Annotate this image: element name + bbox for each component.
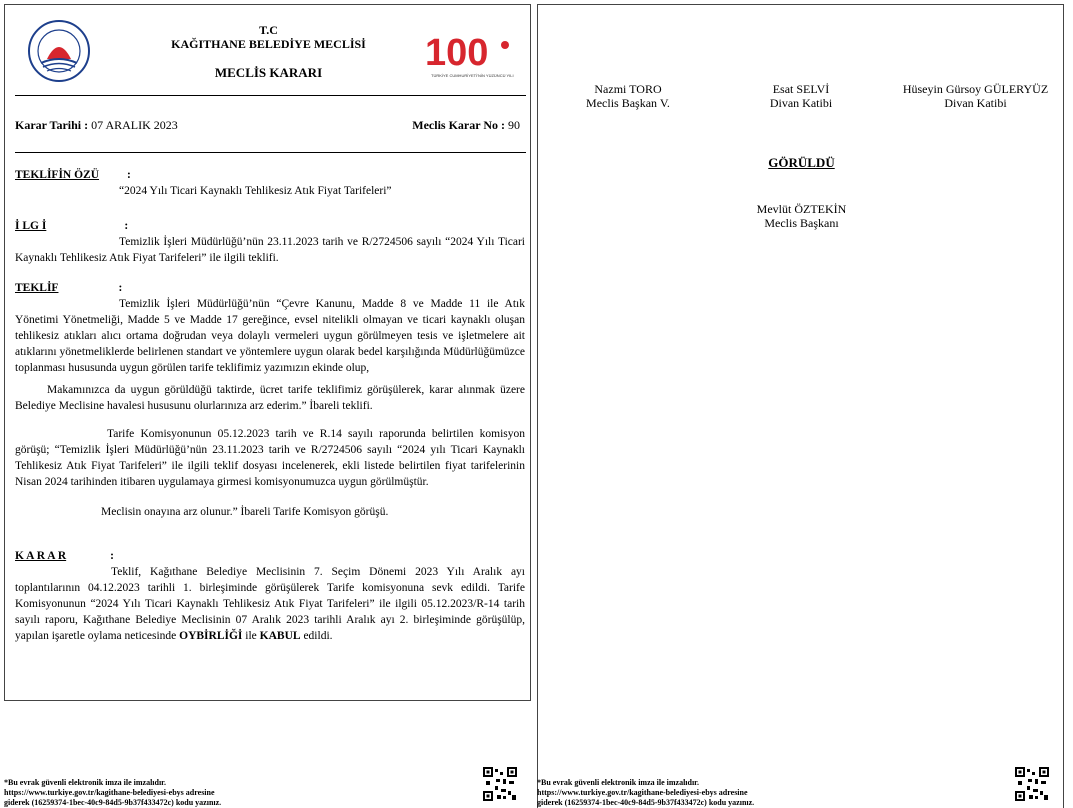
decision-number-label: Meclis Karar No :	[412, 118, 505, 132]
esign-footer-line3: giderek (16259374-1bec-40c9-84d5-9b37f433472c) kodu yazınız.	[4, 798, 222, 807]
unanimous-text: OYBİRLİĞİ	[179, 630, 243, 642]
council-president-signature	[538, 202, 1065, 230]
proposal-label: TEKLİF	[15, 282, 59, 294]
proposal-paragraph-2: Makamınızca da uygun görüldüğü taktirde, ücret tarife teklifimiz görüşülerek, karar alınmak üzere Belediye Meclisine havalesi hususunu olurlarınıza arz ederim.” İbareli teklifi.	[15, 384, 525, 412]
signature-2	[741, 82, 861, 110]
signature-title: Divan Katibi	[769, 96, 833, 110]
header-doc-type: MECLİS KARARI	[214, 65, 323, 80]
centennial-caption: TÜRKİYE CUMHURİYETİ'NİN YÜZÜNCÜ YILI	[431, 73, 514, 78]
commission-closing: Meclisin onayına arz olunur.” İbareli Tarife Komisyon görüşü.	[101, 506, 389, 518]
section-summary	[15, 167, 525, 199]
proposal-colon: :	[118, 282, 123, 294]
star-icon	[501, 41, 509, 49]
decision-label: K A R A R	[15, 550, 67, 562]
section-decision	[15, 548, 525, 644]
esign-footer-line1: *Bu evrak güvenli elektronik imza ile imzalıdır.	[4, 778, 166, 787]
section-proposal	[15, 280, 525, 520]
signature-name: Hüseyin Gürsoy GÜLERYÜZ	[902, 82, 1049, 96]
reference-label: İ LG İ	[15, 220, 47, 232]
signature-name: Nazmi TORO	[594, 82, 662, 96]
signature-title: Meclis Başkan V.	[586, 96, 670, 110]
esign-footer-1	[4, 778, 221, 808]
president-title: Meclis Başkanı	[764, 216, 839, 230]
president-name: Mevlüt ÖZTEKİN	[756, 202, 847, 216]
esign-footer-line2: https://www.turkiye.gov.tr/kagithane-belediyesi-ebys adresine	[4, 788, 215, 797]
divider-top	[15, 95, 526, 96]
decision-number-value: 90	[508, 118, 520, 132]
reference-text: Temizlik İşleri Müdürlüğü’nün 23.11.2023 tarih ve R/2724506 sayılı “2024 Yılı Ticari Kaynaklı Tehlikesiz Atık Fiyat Tarifeleri” ile ilgili teklifi.	[15, 236, 525, 264]
reference-colon: :	[124, 220, 129, 232]
section-reference	[15, 218, 525, 266]
decision-date-label: Karar Tarihi :	[15, 118, 89, 132]
signature-title: Divan Katibi	[944, 96, 1007, 110]
decision-number	[412, 118, 520, 133]
header-tc: T.C	[259, 23, 278, 37]
seen-heading: GÖRÜLDÜ	[768, 155, 835, 170]
decision-colon: :	[110, 550, 114, 562]
qr-code-icon	[1015, 767, 1049, 801]
commission-opinion: Tarife Komisyonunun 05.12.2023 tarih ve R.14 sayılı raporunda belirtilen komisyon görüşü; “Temizlik İşleri Müdürlüğü’nün 23.11.2023 tarih ve R/2724506 sayılı “2024 yılı Ticari Kaynaklı Tehlikesiz Atık Fiyat Tarifeleri” ile ilgili teklif dosyası incelenerek, ekli listede belirtilen fiyat tarifelerinin Nisan 2024 tarihinden itibaren uygulamaya girmesi komisyonumuzca uygun görülmüştür.	[15, 428, 525, 488]
signature-1	[568, 82, 688, 110]
divider-meta	[15, 152, 526, 153]
esign-footer-line3: giderek (16259374-1bec-40c9-84d5-9b37f433472c) kodu yazınız.	[537, 798, 755, 807]
accepted-text: KABUL	[259, 630, 301, 642]
signature-3	[893, 82, 1058, 110]
document-page-1	[4, 4, 531, 701]
summary-colon: :	[127, 169, 131, 181]
signature-name: Esat SELVİ	[772, 82, 830, 96]
decision-text: Teklif, Kağıthane Belediye Meclisinin 7. Seçim Dönemi 2023 Yılı Aralık ayı toplantılarının 04.12.2023 tarihli 1. birleşiminde görüşülerek Tarife komisyonuna sevk edildi. Tarife Komisyonunun “2024 Yılı Ticari Kaynaklı Tehlikesiz Atık Fiyat Tarifeleri” ile ilgili 05.12.2023/R-14 tarih sayılı raporu, Kağıthane Belediye Meclisinin 07 Aralık 2023 tarihli Aralık ayı 2. birleşiminde görüşülüp, yapılan işaretle oylama neticesinde OYBİRLİĞİ ile KABUL edildi.	[15, 566, 525, 642]
decision-date-value: 07 ARALIK 2023	[91, 118, 178, 132]
header-council: KAĞITHANE BELEDİYE MECLİSİ	[171, 37, 366, 51]
esign-footer-line1: *Bu evrak güvenli elektronik imza ile imzalıdır.	[537, 778, 699, 787]
esign-footer-2	[537, 778, 754, 808]
centennial-number: 100	[425, 32, 489, 74]
document-page-2	[537, 4, 1064, 808]
proposal-paragraph-1: Temizlik İşleri Müdürlüğü’nün “Çevre Kanunu, Madde 8 ve Madde 11 ile Atık Yönetimi Yönetmeliği, Madde 5 ve Madde 17 gereğince, evsel nitelikli olmayan ve ticari kaynaklı oluşan tehlikesiz atıkları alıcı ortama doğrudan veya dolaylı vermeleri uygun görülmeyen tesis ve işletmelere ait atıklarını yönetmeliklerde belirlenen standart ve yöntemlere uygun olarak bedel karşılığında Müdürlüğümüzce toplanması hususunda uygun görülen tarife teklifimiz yazımızın ekinde olup,	[15, 298, 525, 374]
decision-date	[15, 118, 178, 133]
qr-code-icon	[483, 767, 517, 801]
centennial-logo	[423, 25, 515, 81]
summary-text: “2024 Yılı Ticari Kaynaklı Tehlikesiz Atık Fiyat Tarifeleri”	[119, 185, 392, 197]
summary-label: TEKLİFİN ÖZÜ	[15, 169, 100, 181]
esign-footer-line2: https://www.turkiye.gov.tr/kagithane-belediyesi-ebys adresine	[537, 788, 748, 797]
